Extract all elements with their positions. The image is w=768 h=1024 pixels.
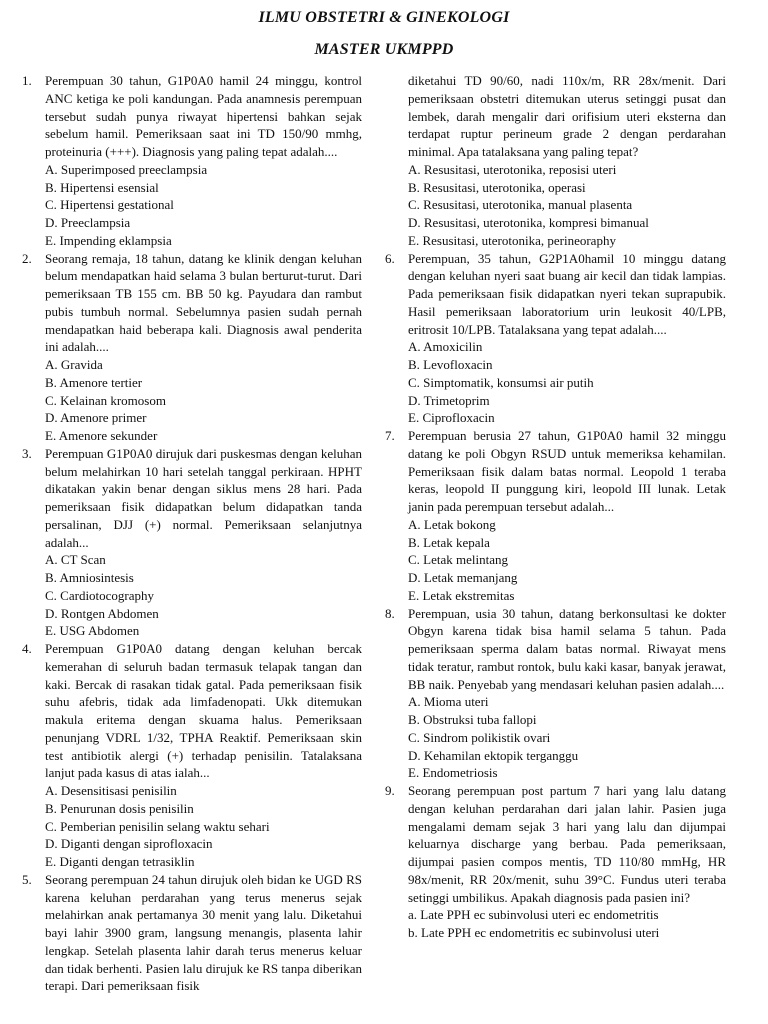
answer-option: B. Hipertensi esensial <box>45 179 159 195</box>
document-subtitle: MASTER UKMPPD <box>314 41 454 58</box>
answer-option: E. Endometriosis <box>408 765 498 781</box>
answer-option: E. Impending eklampsia <box>45 232 172 248</box>
question-number: 5. <box>22 871 32 887</box>
answer-option: C. Sindrom polikistik ovari <box>408 729 551 745</box>
question-number: 7. <box>385 428 395 443</box>
answer-option: E. Ciprofloxacin <box>408 410 495 426</box>
answer-option: C. Cardiotocography <box>45 587 155 603</box>
answer-option: D. Diganti dengan siprofloxacin <box>45 836 213 852</box>
answer-option: A. Amoxicilin <box>408 339 483 355</box>
question-stem: Perempuan G1P0A0 datang dengan keluhan bercak kemerahan di seluruh badan termasuk telapak tangan dan kaki. Bercak di rasakan tidak gatal. Pada pemeriksaan fisik suhu afebris, tidak ada limfadenopati. Ukk ditemukan makula eritema dengan skuama halus. Pemeriksaan penunjang VDRL 1/32, TPHA Reaktif. Pemeriksaan skin test antibiotik alergi (+) terhadap penisilin. Tatalaksana lanjut pada kasus di atas ialah... <box>45 641 362 781</box>
answer-option: E. Resusitasi, uterotonika, perineoraphy <box>408 232 616 248</box>
question-stem: Seorang perempuan 24 tahun dirujuk oleh bidan ke UGD RS karena keluhan perdarahan yang terus menerus sejak melahirkan anak pertamanya 30 menit yang lalu. Diketahui bayi lahir 3900 gram, langsung menangis, plasenta lahir lengkap. Setelah plasenta lahir darah terus menerus keluar dan tidak berhenti. Pasien lalu dirujuk ke RS tanpa diberikan terapi. Dari pemeriksaan fisik <box>45 871 362 994</box>
question-stem-continued: diketahui TD 90/60, nadi 110x/m, RR 28x/menit. Dari pemeriksaan obstetri ditemukan uterus setinggi pusat dan lembek, darah mengalir dari orifisium uteri eksterna dan terdapat ruptur perineum grade 2 dengan perdarahan minimal. Apa tatalaksana yang paling tepat? <box>408 73 726 159</box>
answer-option: D. Preeclampsia <box>45 215 131 230</box>
answer-option: D. Rontgen Abdomen <box>45 605 159 621</box>
answer-option: A. Superimposed preeclampsia <box>45 161 208 177</box>
answer-option: A. Gravida <box>45 357 103 372</box>
answer-option: A. Resusitasi, uterotonika, reposisi uteri <box>408 161 617 177</box>
answer-option: D. Kehamilan ektopik terganggu <box>408 747 579 763</box>
answer-option: C. Hipertensi gestational <box>45 197 174 213</box>
question-8 <box>385 605 726 783</box>
question-5 <box>22 871 362 995</box>
question-number: 3. <box>22 445 32 461</box>
answer-option: D. Amenore primer <box>45 410 147 426</box>
answer-option: B. Levofloxacin <box>408 357 493 372</box>
answer-option: A. Mioma uteri <box>408 694 489 710</box>
answer-option: B. Amenore tertier <box>45 374 143 390</box>
right-column <box>385 72 726 942</box>
answer-option: A. Letak bokong <box>408 516 496 532</box>
answer-option: b. Late PPH ec endometritis ec subinvolusi uteri <box>408 925 660 940</box>
answer-option: E. USG Abdomen <box>45 623 140 639</box>
answer-option: D. Trimetoprim <box>408 392 490 408</box>
question-number: 1. <box>22 73 32 88</box>
question-number: 2. <box>22 250 32 266</box>
question-5-continued <box>385 72 726 250</box>
question-stem: Seorang perempuan post partum 7 hari yang lalu datang dengan keluhan perdarahan dari jalan lahir. Pasien juga mengalami demam sejak 3 hari yang lalu dan dijumpai keluarnya discharge yang berbau. Pada pemeriksaan, dijumpai pasien compos mentis, TD 110/80 mmHg, HR 98x/menit, RR 20x/menit, suhu 39°C. Fundus uteri teraba setinggi umbilikus. Apakah diagnosis pada pasien ini? <box>408 783 726 905</box>
answer-option: C. Resusitasi, uterotonika, manual plasenta <box>408 197 633 213</box>
answer-option: C. Letak melintang <box>408 552 509 568</box>
question-stem: Perempuan G1P0A0 dirujuk dari puskesmas dengan keluhan belum melahirkan 10 hari setelah tanggal perkiraan. HPHT dikatakan yakin benar dengan siklus mens 28 hari. Pada pemeriksaan fisik didapatkan belum didapatkan tanda persalinan, DJJ (+) normal. Pemeriksaan selanjutnya adalah... <box>45 445 362 550</box>
question-1 <box>22 72 362 250</box>
question-number: 6. <box>385 250 395 266</box>
answer-option: C. Pemberian penisilin selang waktu sehari <box>45 818 270 834</box>
question-stem: Perempuan 30 tahun, G1P0A0 hamil 24 minggu, kontrol ANC ketiga ke poli kandungan. Pada anamnesis perempuan tersebut sudah punya riwayat hipertensi bahkan sejak sebelum hamil. Pemeriksaan saat ini TD 150/90 mmhg, proteinuria (+++). Diagnosis yang paling tepat adalah.... <box>45 73 362 159</box>
question-7 <box>385 427 726 605</box>
answer-option: A. Desensitisasi penisilin <box>45 783 177 798</box>
answer-option: B. Obstruksi tuba fallopi <box>408 712 537 727</box>
question-2 <box>22 250 362 445</box>
question-3 <box>22 445 362 640</box>
question-4 <box>22 640 362 871</box>
answer-option: E. Letak ekstremitas <box>408 587 515 603</box>
answer-option: B. Penurunan dosis penisilin <box>45 800 194 816</box>
question-stem: Perempuan, usia 30 tahun, datang berkonsultasi ke dokter Obgyn karena tidak bisa hamil selama 5 tahun. Pada pemeriksaan sperma dalam batas normal. Riwayat mens tidak teratur, rambut rontok, bulu kaki kasar, banyak jerawat, BB naik. Penyebab yang mendasari keluhan pasien adalah.... <box>408 605 726 692</box>
answer-option: C. Simptomatik, konsumsi air putih <box>408 374 594 390</box>
answer-option: B. Letak kepala <box>408 534 490 550</box>
answer-option: a. Late PPH ec subinvolusi uteri ec endometritis <box>408 907 659 923</box>
question-number: 4. <box>22 641 32 656</box>
question-6 <box>385 250 726 428</box>
answer-option: E. Diganti dengan tetrasiklin <box>45 854 195 869</box>
answer-option: B. Resusitasi, uterotonika, operasi <box>408 179 586 195</box>
question-stem: Seorang remaja, 18 tahun, datang ke klinik dengan keluhan belum mendapatkan haid selama 3 bulan berturut-turut. Dari pemeriksaan TB 155 cm. BB 50 kg. Payudara dan rambut pubis tumbuh normal. Sebelumnya pasien sudah pernah mendapatkan haid beberapa kali. Diagnosis awal penderita ini adalah.... <box>45 250 362 355</box>
answer-option: B. Amniosintesis <box>45 570 134 585</box>
left-column <box>22 72 362 995</box>
answer-option: A. CT Scan <box>45 552 106 568</box>
answer-option: C. Kelainan kromosom <box>45 392 166 408</box>
answer-option: D. Resusitasi, uterotonika, kompresi bimanual <box>408 215 649 230</box>
question-stem: Perempuan berusia 27 tahun, G1P0A0 hamil 32 minggu datang ke poli Obgyn RSUD untuk memeriksa kehamilan. Pemeriksaan fisik dalam batas normal. Leopold 1 teraba keras, leopold II punggung kiri, leopold III lunak. Letak janin pada perempuan tersebut adalah... <box>408 428 726 514</box>
answer-option: D. Letak memanjang <box>408 570 518 585</box>
question-number: 8. <box>385 605 395 621</box>
document-title: ILMU OBSTETRI & GINEKOLOGI <box>258 9 510 26</box>
question-number: 9. <box>385 783 395 798</box>
answer-option: E. Amenore sekunder <box>45 428 158 443</box>
question-9 <box>385 782 726 942</box>
question-stem: Perempuan, 35 tahun, G2P1A0hamil 10 minggu datang dengan keluhan nyeri saat buang air kecil dan tidak lampias. Pada pemeriksaan fisik didapatkan nyeri tekan suprapubik. Hasil pemeriksaan laboratorium urin leukosit 40/LPB, eritrosit 10/LPB. Tatalaksana yang tepat adalah.... <box>408 250 726 337</box>
